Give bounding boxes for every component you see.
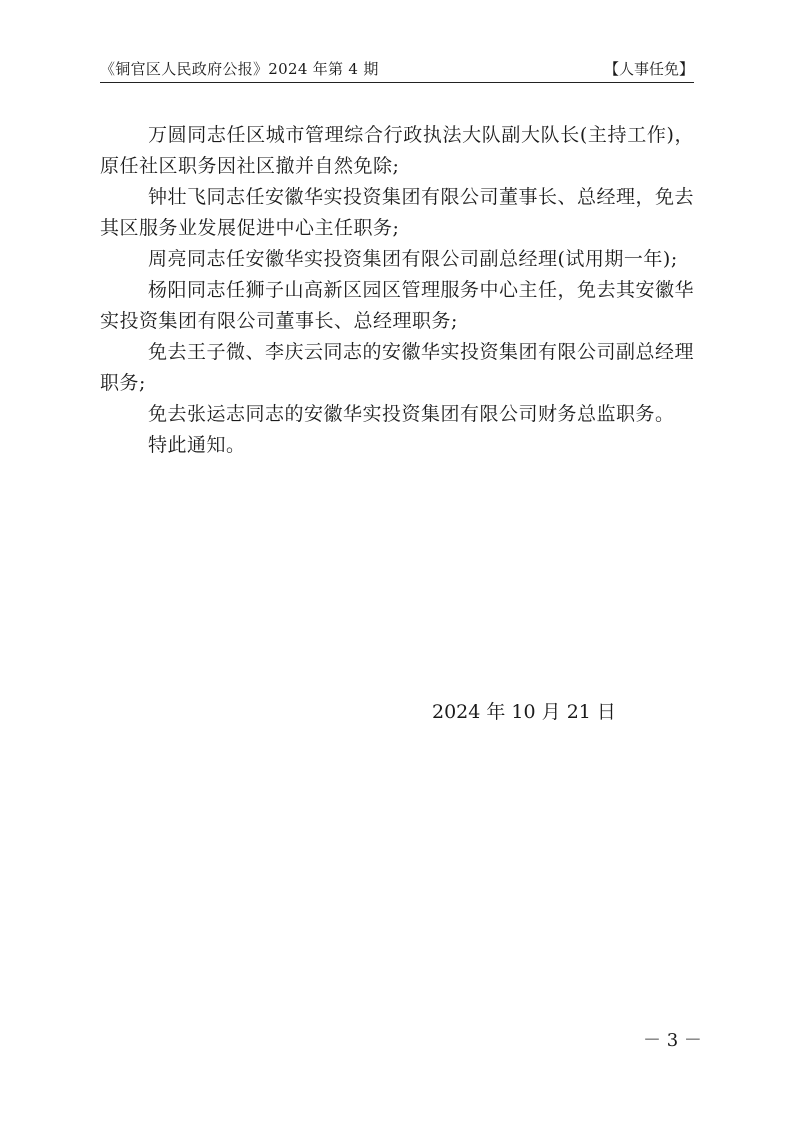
paragraph: 免去张运志同志的安徽华实投资集团有限公司财务总监职务。 <box>148 403 675 425</box>
bulletin-title: 《铜官区人民政府公报》2024 年第 4 期 <box>100 60 379 78</box>
paragraph: 杨阳同志任狮子山高新区园区管理服务中心主任，免去其安徽华实投资集团有限公司董事长、总经理职务; <box>100 279 695 332</box>
paragraph: 免去王子微、李庆云同志的安徽华实投资集团有限公司副总经理职务; <box>100 341 695 394</box>
paragraph: 钟壮飞同志任安徽华实投资集团有限公司董事长、总经理，免去其区服务业发展促进中心主任职务; <box>100 186 695 239</box>
paragraph: 周亮同志任安徽华实投资集团有限公司副总经理(试用期一年); <box>148 248 678 270</box>
closing-line: 特此通知。 <box>148 434 246 456</box>
page-header <box>100 52 694 83</box>
document-body <box>100 120 694 461</box>
paragraph: 万圆同志任区城市管理综合行政执法大队副大队长(主持工作)，原任社区职务因社区撤并自然免除; <box>100 124 694 177</box>
document-date: 2024 年 10 月 21 日 <box>432 701 616 723</box>
section-label: 【人事任免】 <box>603 60 694 78</box>
page-number: － 3 － <box>643 1030 702 1051</box>
